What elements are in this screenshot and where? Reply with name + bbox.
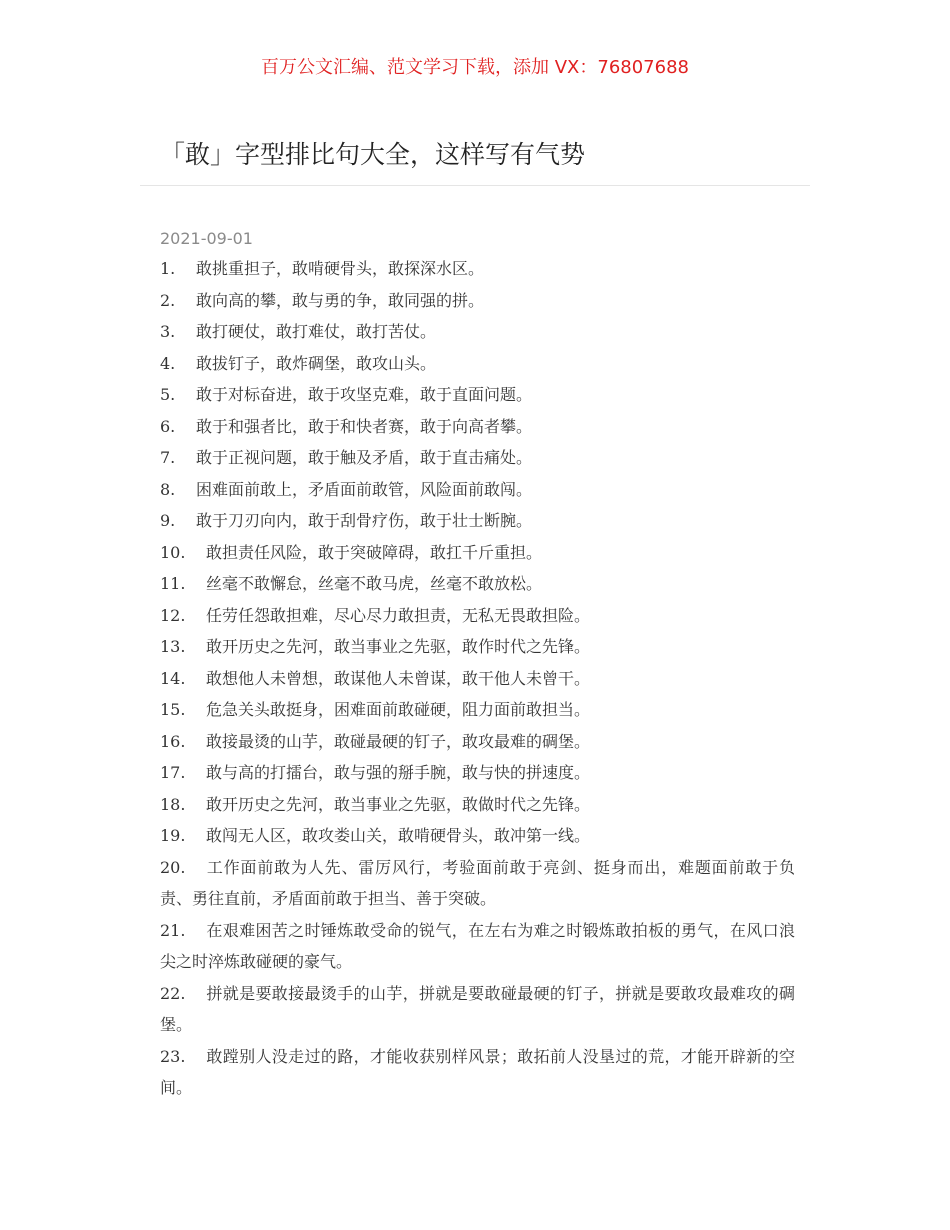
item-text: 敢与高的打擂台，敢与强的掰手腕，敢与快的拼速度。 xyxy=(206,763,591,782)
item-text: 敢挑重担子，敢啃硬骨头，敢探深水区。 xyxy=(196,259,485,278)
item-text: 敢闯无人区，敢攻娄山关，敢啃硬骨头，敢冲第一线。 xyxy=(206,826,591,845)
list-item xyxy=(160,820,795,852)
item-number: 8. xyxy=(160,479,176,499)
item-text: 敢接最烫的山芋，敢碰最硬的钉子，敢攻最难的碉堡。 xyxy=(206,731,591,751)
list-item xyxy=(160,285,795,317)
list-item xyxy=(160,537,795,569)
item-number: 16. xyxy=(160,731,186,751)
item-number: 12. xyxy=(160,605,186,625)
item-text: 敢打硬仗，敢打难仗，敢打苦仗。 xyxy=(196,322,437,341)
list-item xyxy=(160,757,795,789)
list-item xyxy=(160,852,795,915)
item-text: 丝毫不敢懈怠，丝毫不敢马虎，丝毫不敢放松。 xyxy=(206,574,543,593)
item-number: 14. xyxy=(160,668,186,688)
item-text: 拼就是要敢接最烫手的山芋，拼就是要敢碰最硬的钉子，拼就是要敢攻最难攻的碉堡。 xyxy=(160,983,795,1034)
item-text: 工作面前敢为人先、雷厉风行，考验面前敢于亮剑、挺身而出，难题面前敢于负责、勇往直前，矛盾面前敢于担当、善于突破。 xyxy=(160,857,795,908)
item-number: 3. xyxy=(160,322,176,341)
list-item xyxy=(160,726,795,758)
item-number: 5. xyxy=(160,385,176,404)
publish-date: 2021-09-01 xyxy=(160,229,253,248)
item-text: 在艰难困苦之时锤炼敢受命的锐气，在左右为难之时锻炼敢拍板的勇气，在风口浪尖之时淬炼敢碰硬的豪气。 xyxy=(160,920,795,971)
item-text: 敢担责任风险，敢于突破障碍，敢扛千斤重担。 xyxy=(206,542,543,562)
item-number: 23. xyxy=(160,1046,186,1066)
sentence-list xyxy=(160,253,795,1104)
item-number: 11. xyxy=(160,574,186,593)
item-text: 敢开历史之先河，敢当事业之先驱，敢做时代之先锋。 xyxy=(206,794,591,814)
list-item xyxy=(160,474,795,506)
list-item xyxy=(160,631,795,663)
item-text: 敢想他人未曾想，敢谋他人未曾谋，敢干他人未曾干。 xyxy=(206,668,591,688)
item-number: 20. xyxy=(160,857,186,877)
item-text: 危急关头敢挺身，困难面前敢碰硬，阻力面前敢担当。 xyxy=(206,700,591,719)
list-item xyxy=(160,789,795,821)
list-item xyxy=(160,411,795,443)
list-item xyxy=(160,442,795,474)
list-item xyxy=(160,568,795,600)
title-divider xyxy=(140,185,810,186)
item-text: 困难面前敢上，矛盾面前敢管，风险面前敢闯。 xyxy=(196,479,533,499)
item-number: 13. xyxy=(160,637,186,656)
list-item xyxy=(160,694,795,726)
item-text: 敢于对标奋进，敢于攻坚克难，敢于直面问题。 xyxy=(196,385,533,404)
item-number: 2. xyxy=(160,290,176,310)
item-text: 敢于正视问题，敢于触及矛盾，敢于直击痛处。 xyxy=(196,448,533,467)
item-number: 10. xyxy=(160,542,186,562)
page-title: 「敢」字型排比句大全，这样写有气势 xyxy=(160,140,586,169)
item-text: 敢蹚别人没走过的路，才能收获别样风景；敢拓前人没垦过的荒，才能开辟新的空间。 xyxy=(160,1046,795,1097)
item-number: 18. xyxy=(160,794,186,814)
list-item xyxy=(160,600,795,632)
list-item xyxy=(160,978,795,1041)
item-number: 19. xyxy=(160,826,186,845)
item-text: 敢于刀刃向内，敢于刮骨疗伤，敢于壮士断腕。 xyxy=(196,511,533,530)
list-item xyxy=(160,316,795,348)
item-number: 17. xyxy=(160,763,186,782)
item-number: 7. xyxy=(160,448,176,467)
item-text: 敢向高的攀，敢与勇的争，敢同强的拼。 xyxy=(196,290,485,310)
list-item xyxy=(160,505,795,537)
list-item xyxy=(160,348,795,380)
item-number: 15. xyxy=(160,700,186,719)
item-number: 6. xyxy=(160,416,176,436)
list-item xyxy=(160,379,795,411)
promo-banner: 百万公文汇编、范文学习下载，添加 VX：76807688 xyxy=(261,57,689,78)
item-text: 敢于和强者比，敢于和快者赛，敢于向高者攀。 xyxy=(196,416,533,436)
list-item xyxy=(160,1041,795,1104)
item-number: 9. xyxy=(160,511,176,530)
item-text: 任劳任怨敢担难，尽心尽力敢担责，无私无畏敢担险。 xyxy=(206,605,591,625)
item-number: 1. xyxy=(160,259,176,278)
list-item xyxy=(160,915,795,978)
item-text: 敢拔钉子，敢炸碉堡，敢攻山头。 xyxy=(196,353,437,373)
item-text: 敢开历史之先河，敢当事业之先驱，敢作时代之先锋。 xyxy=(206,637,591,656)
item-number: 22. xyxy=(160,983,186,1003)
list-item xyxy=(160,663,795,695)
list-item xyxy=(160,253,795,285)
item-number: 21. xyxy=(160,920,186,940)
item-number: 4. xyxy=(160,353,176,373)
